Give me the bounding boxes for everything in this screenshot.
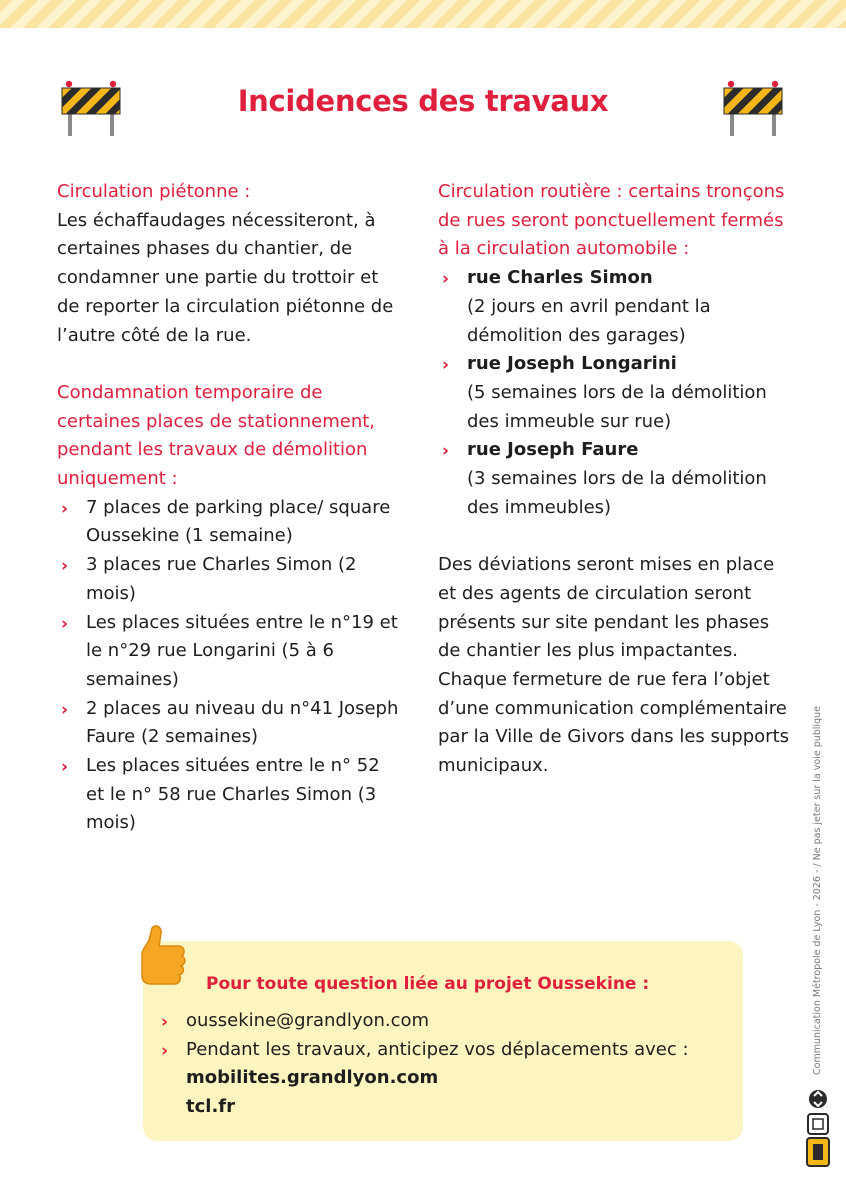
tcl-link[interactable]: tcl.fr (186, 1095, 235, 1117)
list-item: › Les places situées entre le n° 52 et le n° 58 rue Charles Simon (3 mois) (61, 755, 380, 834)
chevron-right-icon: › (61, 613, 69, 634)
chevron-right-icon: › (61, 757, 69, 778)
chevron-right-icon: › (161, 1040, 169, 1061)
contact-box (143, 941, 743, 1141)
parking-list (57, 494, 402, 838)
road-heading: Circulation routière : certains tronçons de rues seront ponctuellement fermés à la circulation automobile : (438, 181, 785, 260)
list-item: › rue Charles Simon (2 jours en avril pendant la démolition des garages) (442, 267, 711, 346)
parking-heading: Condamnation temporaire de certaines places de stationnement, pendant les travaux de démolition uniquement : (57, 381, 376, 490)
left-column (57, 178, 402, 838)
recycle-bin-icon (805, 1088, 831, 1170)
list-item: › rue Joseph Faure (3 semaines lors de la démolition des immeubles) (442, 439, 767, 518)
deviation-text: Des déviations seront mises en place et des agents de circulation seront présents sur site pendant les phases de chantier les plus impactantes. Chaque fermeture de rue fera l’objet d’une communication complémentaire par la Ville de Givors dans les supports municipaux. (438, 554, 790, 777)
chevron-right-icon: › (442, 355, 450, 376)
list-item: › Les places situées entre le n°19 et le n°29 rue Longarini (5 à 6 semaines) (61, 611, 398, 690)
list-item: › rue Joseph Longarini (5 semaines lors de la démolition des immeuble sur rue) (442, 353, 767, 432)
chevron-right-icon: › (61, 556, 69, 577)
contact-box-title: Pour toute question liée au projet Oussekine : (206, 974, 650, 994)
list-item (157, 1007, 727, 1036)
chevron-right-icon: › (442, 441, 450, 462)
chevron-right-icon: › (442, 269, 450, 290)
list-item: › 7 places de parking place/ square Oussekine (1 semaine) (61, 496, 391, 547)
thumbs-up-icon (132, 922, 190, 988)
mobilites-link[interactable]: mobilites.grandlyon.com (186, 1067, 439, 1088)
pedestrian-text: Les échaffaudages nécessiteront, à certaines phases du chantier, de condamner une partie du trottoir et de reporter la circulation piétonne de l’autre côté de la rue. (57, 209, 394, 346)
chevron-right-icon: › (61, 699, 69, 720)
contact-list (157, 1007, 727, 1121)
pedestrian-heading: Circulation piétonne : (57, 181, 251, 202)
list-item: › 3 places rue Charles Simon (2 mois) (61, 554, 357, 604)
right-column (438, 178, 790, 781)
list-item: › 2 places au niveau du n°41 Joseph Faure (2 semaines) (61, 697, 399, 748)
chevron-right-icon: › (61, 498, 69, 519)
page-title: Incidences des travaux (237, 84, 609, 118)
top-stripe (0, 0, 846, 28)
list-item: › Pendant les travaux, anticipez vos déplacements avec : mobilites.grandlyon.com tcl.fr (161, 1038, 689, 1117)
side-credit: Communication Métropole de Lyon - 2026 - / Ne pas jeter sur la voie publique (812, 706, 823, 1075)
chevron-right-icon: › (161, 1012, 169, 1032)
road-list (438, 264, 790, 522)
email-link[interactable]: oussekine@grandlyon.com (186, 1010, 430, 1031)
